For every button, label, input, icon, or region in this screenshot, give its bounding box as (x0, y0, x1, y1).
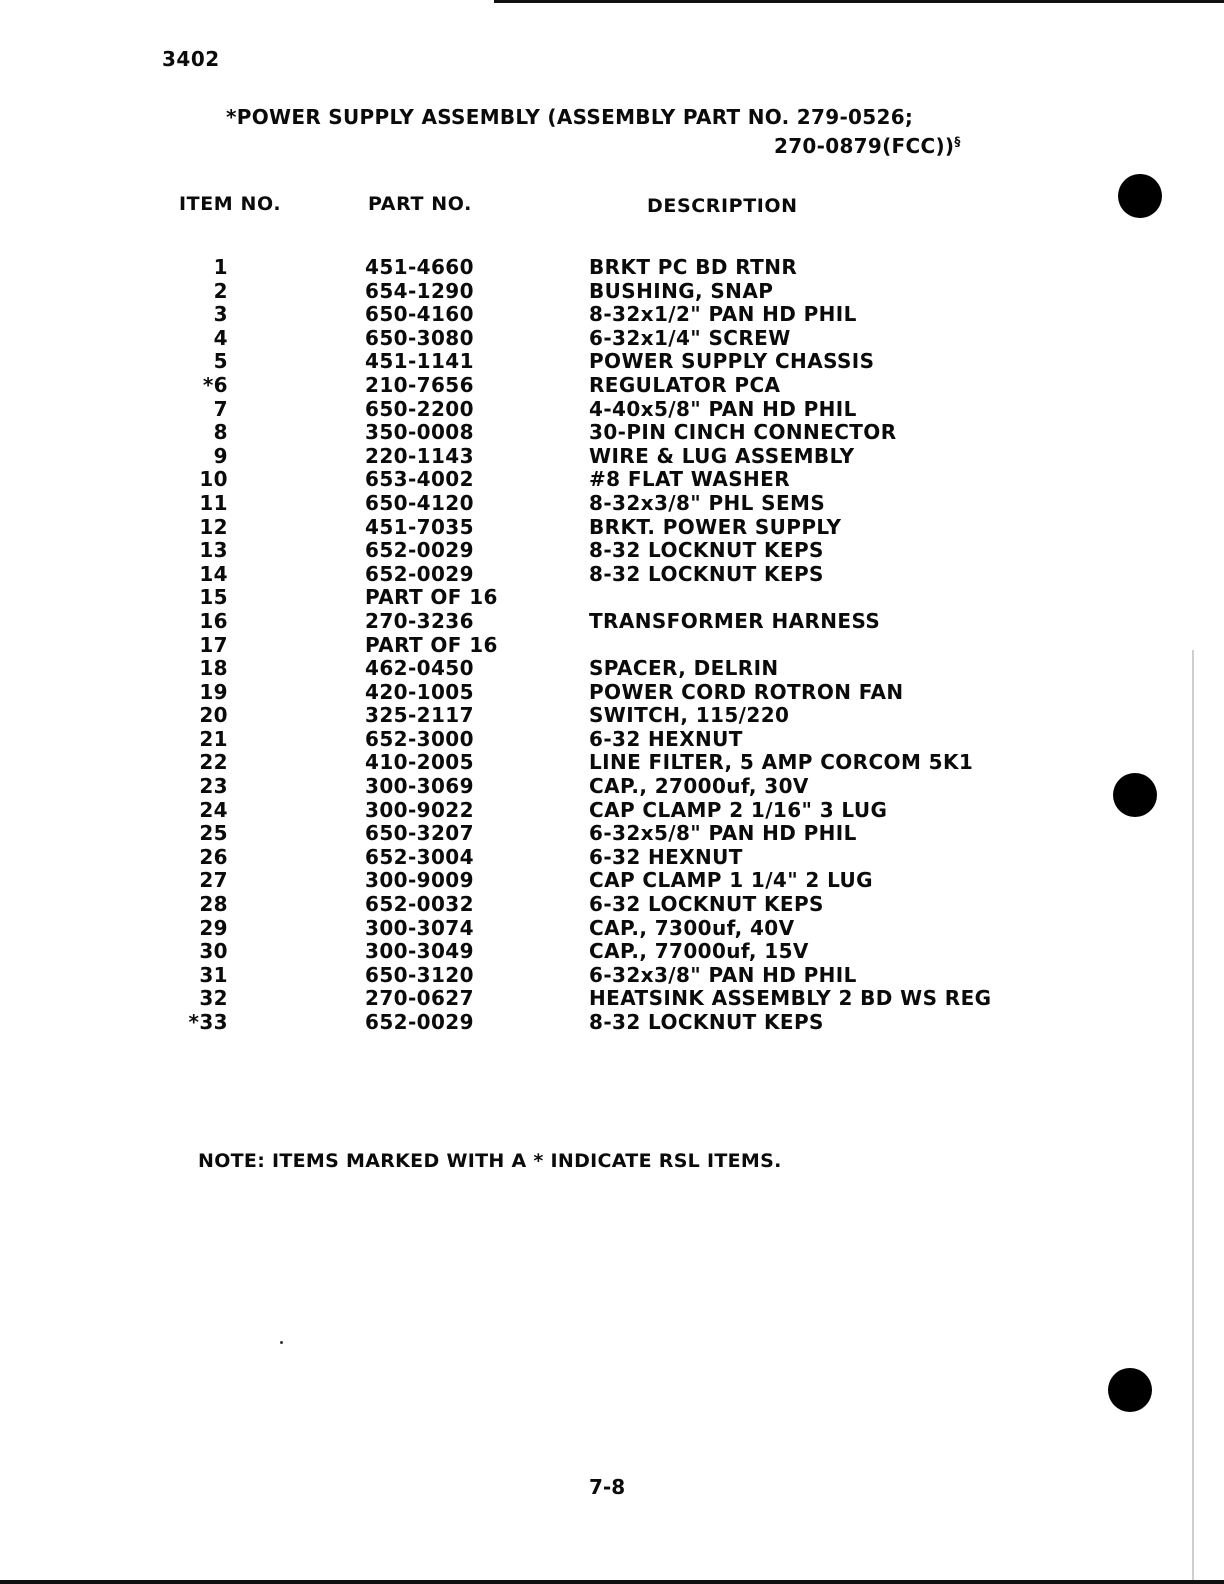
item-number: 29 (199, 915, 228, 940)
part-description: 4-40x5/8" PAN HD PHIL (589, 396, 857, 421)
item-number: 2 (213, 278, 228, 303)
item-number: 8 (213, 420, 228, 445)
item-number: 9 (213, 443, 228, 468)
table-row (0, 585, 1100, 609)
part-number: 652-0032 (365, 892, 474, 917)
part-number: 325-2117 (365, 703, 474, 728)
table-row (0, 939, 1100, 963)
part-description: POWER SUPPLY CHASSIS (589, 349, 875, 374)
table-row (0, 633, 1100, 657)
item-number: 27 (199, 868, 228, 893)
part-description: 8-32 LOCKNUT KEPS (589, 1010, 824, 1034)
part-number: 270-0627 (365, 986, 474, 1011)
part-description: 30-PIN CINCH CONNECTOR (589, 420, 897, 445)
binder-hole-icon (1108, 1368, 1152, 1412)
part-number: 652-3000 (365, 726, 474, 751)
table-row (0, 373, 1100, 397)
table-row (0, 609, 1100, 633)
title-line-2 (774, 134, 961, 158)
table-row (0, 963, 1100, 987)
item-number: 5 (213, 349, 228, 374)
scan-speck (280, 1341, 283, 1344)
table-row (0, 397, 1100, 421)
table-row (0, 279, 1100, 303)
part-description: WIRE & LUG ASSEMBLY (589, 443, 855, 468)
part-number: 650-3080 (365, 325, 474, 350)
part-description: TRANSFORMER HARNESS (589, 608, 881, 633)
part-description: 8-32x3/8" PHL SEMS (589, 490, 826, 515)
item-number: 23 (199, 774, 228, 799)
table-row (0, 821, 1100, 845)
part-number: PART OF 16 (365, 585, 498, 610)
part-number: 300-9009 (365, 868, 474, 893)
item-number: 12 (199, 514, 228, 539)
part-number: 300-3074 (365, 915, 474, 940)
part-description: #8 FLAT WASHER (589, 467, 791, 492)
part-description: POWER CORD ROTRON FAN (589, 679, 904, 704)
bottom-border-rule (0, 1580, 1224, 1584)
part-number: 300-9022 (365, 797, 474, 822)
item-number: 3 (213, 302, 228, 327)
part-description: BRKT. POWER SUPPLY (589, 514, 842, 539)
item-number: *33 (188, 1010, 228, 1034)
part-description: SPACER, DELRIN (589, 656, 779, 681)
part-description: 6-32x3/8" PAN HD PHIL (589, 962, 857, 987)
part-number: 410-2005 (365, 750, 474, 775)
part-number: 451-4660 (365, 255, 474, 279)
table-row (0, 798, 1100, 822)
item-number: 1 (213, 255, 228, 279)
part-number: 650-4120 (365, 490, 474, 515)
item-number: 19 (199, 679, 228, 704)
part-number: 652-3004 (365, 844, 474, 869)
table-row (0, 491, 1100, 515)
table-row (0, 255, 1100, 279)
part-description: CAP., 77000uf, 15V (589, 939, 809, 964)
part-description: 6-32 HEXNUT (589, 844, 743, 869)
part-number: 652-0029 (365, 538, 474, 563)
item-number: 21 (199, 726, 228, 751)
part-description: 6-32 LOCKNUT KEPS (589, 892, 824, 917)
part-number: 270-3236 (365, 608, 474, 633)
item-number: 30 (199, 939, 228, 964)
part-number: 650-3120 (365, 962, 474, 987)
part-description: BRKT PC BD RTNR (589, 255, 798, 279)
table-row (0, 444, 1100, 468)
rsl-note: NOTE: ITEMS MARKED WITH A * INDICATE RSL ITEMS. (198, 1150, 782, 1172)
table-row (0, 656, 1100, 680)
item-number: 13 (199, 538, 228, 563)
item-number: 22 (199, 750, 228, 775)
part-description: 6-32x5/8" PAN HD PHIL (589, 821, 857, 846)
part-number: 650-4160 (365, 302, 474, 327)
part-description: BUSHING, SNAP (589, 278, 774, 303)
part-description: LINE FILTER, 5 AMP CORCOM 5K1 (589, 750, 974, 775)
part-number: 652-0029 (365, 561, 474, 586)
part-number: 210-7656 (365, 372, 474, 397)
part-number: 420-1005 (365, 679, 474, 704)
table-row (0, 703, 1100, 727)
part-description: CAP CLAMP 2 1/16" 3 LUG (589, 797, 888, 822)
table-row (0, 868, 1100, 892)
top-border-rule (494, 0, 1224, 3)
title-line-1: *POWER SUPPLY ASSEMBLY (ASSEMBLY PART NO. 279-0526; (226, 105, 914, 129)
part-description: CAP., 27000uf, 30V (589, 774, 809, 799)
part-number: 300-3069 (365, 774, 474, 799)
part-description: 8-32 LOCKNUT KEPS (589, 561, 824, 586)
title-line-2-text: 270-0879(FCC)) (774, 134, 955, 158)
item-number: 15 (199, 585, 228, 610)
section-mark: § (954, 134, 961, 149)
part-number: PART OF 16 (365, 632, 498, 657)
table-row (0, 326, 1100, 350)
binder-hole-icon (1118, 174, 1162, 218)
part-description: 6-32x1/4" SCREW (589, 325, 791, 350)
part-number: 652-0029 (365, 1010, 474, 1034)
part-description: REGULATOR PCA (589, 372, 781, 397)
parts-list (0, 255, 1100, 1034)
item-number: 24 (199, 797, 228, 822)
part-description: 8-32 LOCKNUT KEPS (589, 538, 824, 563)
page-number: 7-8 (589, 1475, 626, 1499)
column-header-part: PART NO. (368, 193, 472, 215)
item-number: *6 (202, 372, 228, 397)
column-header-description: DESCRIPTION (647, 195, 798, 217)
table-row (0, 916, 1100, 940)
item-number: 7 (213, 396, 228, 421)
table-row (0, 750, 1100, 774)
part-number: 451-7035 (365, 514, 474, 539)
part-number: 653-4002 (365, 467, 474, 492)
item-number: 4 (213, 325, 228, 350)
table-row (0, 420, 1100, 444)
right-edge-line (1192, 650, 1194, 1580)
item-number: 18 (199, 656, 228, 681)
part-number: 350-0008 (365, 420, 474, 445)
part-number: 462-0450 (365, 656, 474, 681)
part-number: 300-3049 (365, 939, 474, 964)
part-description: CAP CLAMP 1 1/4" 2 LUG (589, 868, 873, 893)
item-number: 10 (199, 467, 228, 492)
table-row (0, 302, 1100, 326)
table-row (0, 467, 1100, 491)
table-row (0, 349, 1100, 373)
table-row (0, 515, 1100, 539)
part-description: SWITCH, 115/220 (589, 703, 790, 728)
item-number: 26 (199, 844, 228, 869)
binder-hole-icon (1113, 773, 1157, 817)
item-number: 31 (199, 962, 228, 987)
part-number: 650-2200 (365, 396, 474, 421)
item-number: 16 (199, 608, 228, 633)
document-number: 3402 (162, 47, 220, 71)
part-description: HEATSINK ASSEMBLY 2 BD WS REG (589, 986, 992, 1011)
table-row (0, 1010, 1100, 1034)
table-row (0, 774, 1100, 798)
table-row (0, 986, 1100, 1010)
column-header-item: ITEM NO. (179, 193, 282, 215)
part-description: 6-32 HEXNUT (589, 726, 743, 751)
table-row (0, 562, 1100, 586)
item-number: 25 (199, 821, 228, 846)
item-number: 28 (199, 892, 228, 917)
item-number: 11 (199, 490, 228, 515)
part-number: 650-3207 (365, 821, 474, 846)
part-description: CAP., 7300uf, 40V (589, 915, 795, 940)
table-row (0, 538, 1100, 562)
part-number: 220-1143 (365, 443, 474, 468)
item-number: 14 (199, 561, 228, 586)
part-number: 451-1141 (365, 349, 474, 374)
table-row (0, 680, 1100, 704)
table-row (0, 892, 1100, 916)
table-row (0, 727, 1100, 751)
item-number: 32 (199, 986, 228, 1011)
table-row (0, 845, 1100, 869)
item-number: 20 (199, 703, 228, 728)
item-number: 17 (199, 632, 228, 657)
part-description: 8-32x1/2" PAN HD PHIL (589, 302, 857, 327)
part-number: 654-1290 (365, 278, 474, 303)
